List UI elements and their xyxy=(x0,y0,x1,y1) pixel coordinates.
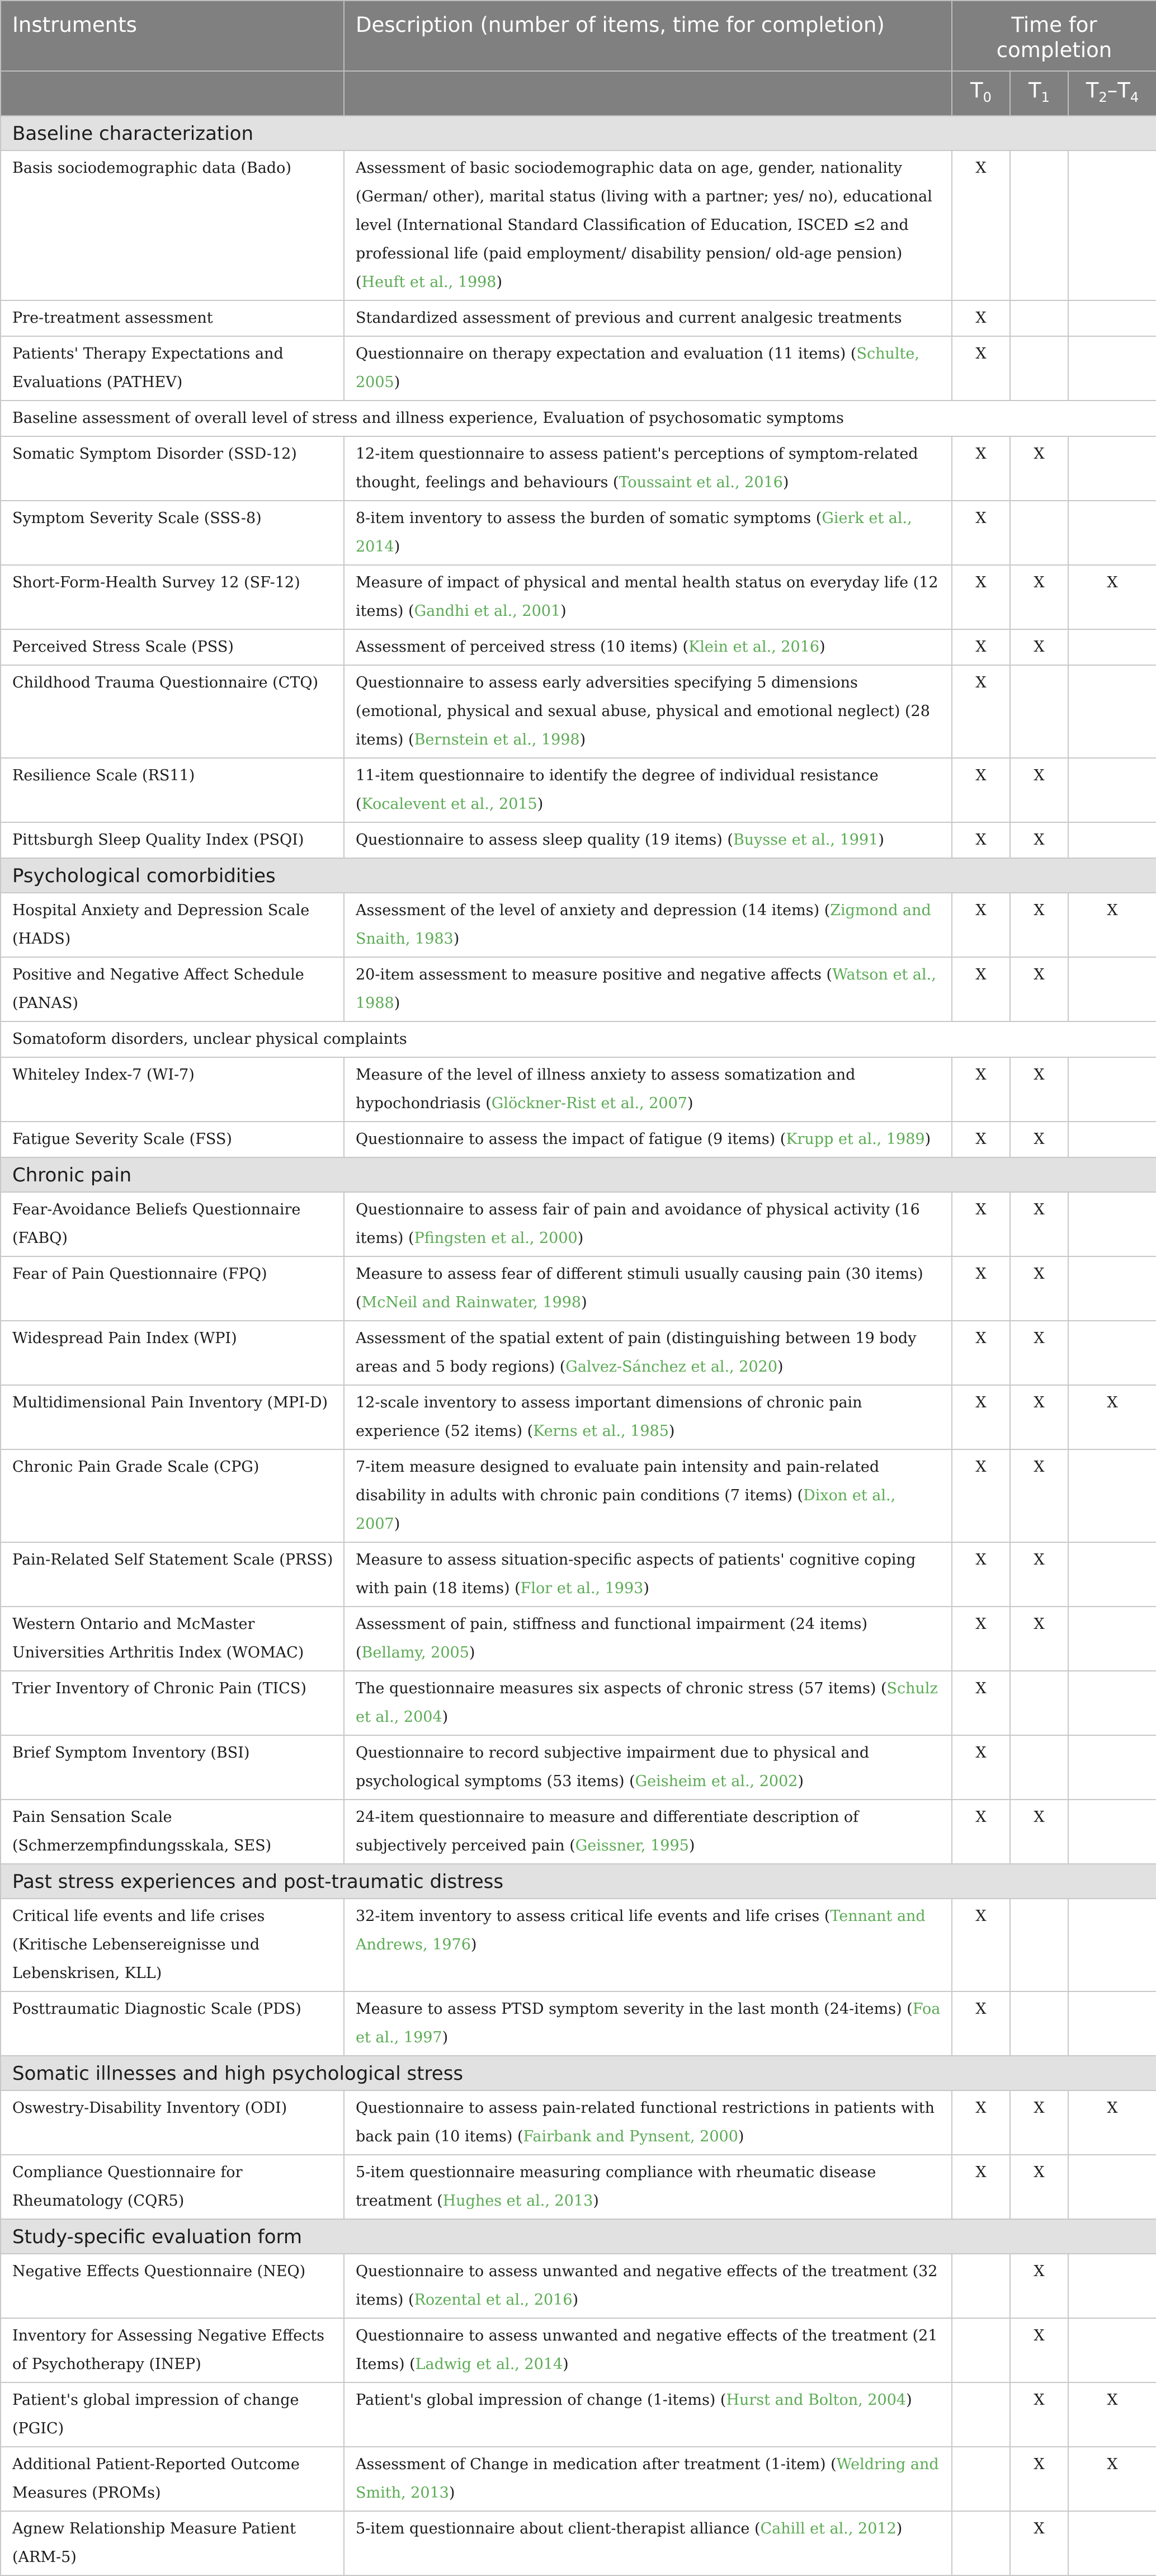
citation-link: Rozental et al., 2016 xyxy=(414,2291,573,2309)
citation-link: Geissner, 1995 xyxy=(575,1837,689,1854)
mark-t0: X xyxy=(952,1385,1010,1449)
mark-t2-t4 xyxy=(1068,436,1156,501)
table-row xyxy=(1,822,1156,858)
description-cell: 32-item inventory to assess critical life events and life crises (Tennant and Andrews, 1976) xyxy=(344,1899,952,1991)
mark-t0: X xyxy=(952,336,1010,401)
mark-t1: X xyxy=(1010,2254,1068,2318)
section-heading: Psychological comorbidities xyxy=(1,858,1156,893)
header-t0-label: T xyxy=(970,78,983,102)
table-row xyxy=(1,2511,1156,2575)
mark-t1 xyxy=(1010,150,1068,300)
instrument-name: Patient's global impression of change (PGIC) xyxy=(1,2382,344,2447)
table-row xyxy=(1,565,1156,629)
description-cell: Assessment of Change in medication after treatment (1-item) (Weldring and Smith, 2013) xyxy=(344,2447,952,2511)
mark-t0: X xyxy=(952,2090,1010,2155)
mark-t1: X xyxy=(1010,436,1068,501)
description-cell: 5-item questionnaire measuring compliance with rheumatic disease treatment (Hughes et al., 2013) xyxy=(344,2155,952,2219)
mark-t0: X xyxy=(952,1542,1010,1607)
description-text: Assessment of perceived stress (10 items) xyxy=(356,638,678,656)
description-text: Assessment of pain, stiffness and functional impairment (24 items) xyxy=(356,1616,868,1633)
instrument-name: Trier Inventory of Chronic Pain (TICS) xyxy=(1,1671,344,1735)
description-text: Questionnaire to assess fair of pain and avoidance of physical activity (16 items) xyxy=(356,1201,920,1247)
table-row xyxy=(1,300,1156,336)
mark-t0: X xyxy=(952,2155,1010,2219)
mark-t0: X xyxy=(952,1122,1010,1157)
table-row xyxy=(1,501,1156,565)
mark-t2-t4 xyxy=(1068,665,1156,758)
mark-t1: X xyxy=(1010,2318,1068,2382)
description-cell: Assessment of the spatial extent of pain (distinguishing between 19 body areas and 5 body regions) (Galvez-Sánchez et al., 2020) xyxy=(344,1321,952,1385)
mark-t1: X xyxy=(1010,565,1068,629)
mark-t2-t4: X xyxy=(1068,1385,1156,1449)
mark-t1: X xyxy=(1010,1385,1068,1449)
mark-t0: X xyxy=(952,150,1010,300)
mark-t0 xyxy=(952,2511,1010,2575)
mark-t2-t4: X xyxy=(1068,893,1156,957)
description-cell: Questionnaire to assess the impact of fatigue (9 items) (Krupp et al., 1989) xyxy=(344,1122,952,1157)
description-cell: 11-item questionnaire to identify the degree of individual resistance (Kocalevent et al., 2015) xyxy=(344,758,952,822)
table-row xyxy=(1,957,1156,1021)
mark-t0: X xyxy=(952,1321,1010,1385)
instrument-name: Pain-Related Self Statement Scale (PRSS) xyxy=(1,1542,344,1607)
description-text: Measure to assess situation-specific aspects of patients' cognitive coping with pain (18 items) xyxy=(356,1551,916,1597)
description-text: Questionnaire to assess the impact of fatigue (9 items) xyxy=(356,1131,776,1148)
mark-t2-t4 xyxy=(1068,2511,1156,2575)
description-cell: The questionnaire measures six aspects of chronic stress (57 items) (Schulz et al., 2004) xyxy=(344,1671,952,1735)
mark-t0 xyxy=(952,2254,1010,2318)
description-cell: 24-item questionnaire to measure and differentiate description of subjectively perceived pain (Geissner, 1995) xyxy=(344,1800,952,1864)
citation-link: Galvez-Sánchez et al., 2020 xyxy=(565,1358,778,1376)
table-row xyxy=(1,758,1156,822)
description-cell: Questionnaire to record subjective impairment due to physical and psychological symptoms (53 items) (Geisheim et al., 2002) xyxy=(344,1735,952,1800)
instrument-name: Hospital Anxiety and Depression Scale (HADS) xyxy=(1,893,344,957)
mark-t2-t4 xyxy=(1068,1192,1156,1256)
description-text: Assessment of the spatial extent of pain (distinguishing between 19 body areas and 5 body regions) xyxy=(356,1330,917,1376)
description-cell xyxy=(344,300,952,336)
table-row xyxy=(1,1256,1156,1321)
mark-t0: X xyxy=(952,629,1010,665)
instrument-name: Additional Patient-Reported Outcome Measures (PROMs) xyxy=(1,2447,344,2511)
instrument-name: Positive and Negative Affect Schedule (PANAS) xyxy=(1,957,344,1021)
section-heading: Baseline characterization xyxy=(1,116,1156,150)
instrument-name: Fear of Pain Questionnaire (FPQ) xyxy=(1,1256,344,1321)
instrument-name: Fear-Avoidance Beliefs Questionnaire (FABQ) xyxy=(1,1192,344,1256)
mark-t2-t4 xyxy=(1068,822,1156,858)
description-cell: Questionnaire on therapy expectation and evaluation (11 items) (Schulte, 2005) xyxy=(344,336,952,401)
description-cell: Measure to assess PTSD symptom severity in the last month (24-items) (Foa et al., 1997) xyxy=(344,1991,952,2056)
table-row xyxy=(1,1449,1156,1542)
instrument-name: Basis sociodemographic data (Bado) xyxy=(1,150,344,300)
description-cell: Questionnaire to assess fair of pain and avoidance of physical activity (16 items) (Pfingsten et al., 2000) xyxy=(344,1192,952,1256)
mark-t1: X xyxy=(1010,1321,1068,1385)
description-text: Questionnaire to record subjective impairment due to physical and psychological symptoms (53 items) xyxy=(356,1744,870,1790)
description-cell: Measure of the level of illness anxiety to assess somatization and hypochondriasis (Glöckner-Rist et al., 2007) xyxy=(344,1057,952,1122)
description-text: 7-item measure designed to evaluate pain intensity and pain-related disability in adults with chronic pain conditions (7 items) xyxy=(356,1458,880,1504)
description-cell: Measure to assess fear of different stimuli usually causing pain (30 items) (McNeil and Rainwater, 1998) xyxy=(344,1256,952,1321)
mark-t1 xyxy=(1010,501,1068,565)
mark-t1: X xyxy=(1010,758,1068,822)
mark-t2-t4 xyxy=(1068,1671,1156,1735)
mark-t2-t4 xyxy=(1068,1449,1156,1542)
description-cell: Patient's global impression of change (1-items) (Hurst and Bolton, 2004) xyxy=(344,2382,952,2447)
mark-t2-t4 xyxy=(1068,336,1156,401)
description-cell: Measure to assess situation-specific aspects of patients' cognitive coping with pain (18 items) (Flor et al., 1993) xyxy=(344,1542,952,1607)
header-t4-subscript: 4 xyxy=(1130,90,1139,105)
instrument-name: Compliance Questionnaire for Rheumatology (CQR5) xyxy=(1,2155,344,2219)
instrument-name: Posttraumatic Diagnostic Scale (PDS) xyxy=(1,1991,344,2056)
subsection-note-row xyxy=(1,401,1156,436)
mark-t0: X xyxy=(952,665,1010,758)
description-text: Questionnaire on therapy expectation and evaluation (11 items) xyxy=(356,345,846,362)
mark-t1: X xyxy=(1010,2090,1068,2155)
instrument-name: Widespread Pain Index (WPI) xyxy=(1,1321,344,1385)
citation-link: Klein et al., 2016 xyxy=(688,638,820,656)
table-row xyxy=(1,1899,1156,1991)
mark-t0: X xyxy=(952,501,1010,565)
instrument-name: Multidimensional Pain Inventory (MPI-D) xyxy=(1,1385,344,1449)
mark-t1: X xyxy=(1010,1122,1068,1157)
citation-link: Schulz et al., 2004 xyxy=(356,1680,938,1726)
header-blank-instruments xyxy=(1,71,344,116)
citation-link: Bernstein et al., 1998 xyxy=(414,731,580,748)
mark-t2-t4 xyxy=(1068,1991,1156,2056)
mark-t2-t4 xyxy=(1068,1542,1156,1607)
citation-link: Tennant and Andrews, 1976 xyxy=(356,1908,926,1953)
description-text: 8-item inventory to assess the burden of somatic symptoms xyxy=(356,510,811,527)
table-row xyxy=(1,1122,1156,1157)
mark-t0: X xyxy=(952,957,1010,1021)
description-text: 12-scale inventory to assess important dimensions of chronic pain experience (52 items) xyxy=(356,1394,862,1440)
description-text: Measure to assess PTSD symptom severity in the last month (24-items) xyxy=(356,2000,902,2018)
mark-t0: X xyxy=(952,1671,1010,1735)
description-cell: 20-item assessment to measure positive and negative affects (Watson et al., 1988) xyxy=(344,957,952,1021)
mark-t2-t4 xyxy=(1068,1607,1156,1671)
mark-t1: X xyxy=(1010,2382,1068,2447)
citation-link: Weldring and Smith, 2013 xyxy=(356,2456,939,2502)
citation-link: Glöckner-Rist et al., 2007 xyxy=(491,1095,687,1112)
description-cell: 7-item measure designed to evaluate pain intensity and pain-related disability in adults with chronic pain conditions (7 items) (Dixon et al., 2007) xyxy=(344,1449,952,1542)
description-text: Assessment of Change in medication after treatment (1-item) xyxy=(356,2456,826,2473)
table-row xyxy=(1,2254,1156,2318)
description-text: Assessment of basic sociodemographic data on age, gender, nationality (German/ other), marital status (living with a partner; yes/ no), educational level (International Standard Classification of Education, ISCED ≤2 and professional life (paid employment/ disability pension/ old-age pension) xyxy=(356,159,932,262)
mark-t0: X xyxy=(952,436,1010,501)
citation-link: Kocalevent et al., 2015 xyxy=(361,795,537,813)
description-text: Measure of the level of illness anxiety to assess somatization and hypochondriasis xyxy=(356,1066,856,1112)
mark-t0 xyxy=(952,2447,1010,2511)
header-t1-subscript: 1 xyxy=(1041,90,1050,105)
table-row xyxy=(1,2318,1156,2382)
citation-link: Toussaint et al., 2016 xyxy=(619,474,783,491)
mark-t2-t4 xyxy=(1068,2155,1156,2219)
mark-t1 xyxy=(1010,665,1068,758)
description-cell: Questionnaire to assess unwanted and negative effects of the treatment (21 Items) (Ladwig et al., 2014) xyxy=(344,2318,952,2382)
table-row xyxy=(1,1735,1156,1800)
section-row xyxy=(1,2056,1156,2090)
citation-link: Krupp et al., 1989 xyxy=(786,1131,925,1148)
header-t2-t4 xyxy=(1068,71,1156,116)
instrument-name: Short-Form-Health Survey 12 (SF-12) xyxy=(1,565,344,629)
mark-t0: X xyxy=(952,1735,1010,1800)
description-cell: 5-item questionnaire about client-therapist alliance (Cahill et al., 2012) xyxy=(344,2511,952,2575)
citation-link: Heuft et al., 1998 xyxy=(361,274,497,291)
instrument-name: Fatigue Severity Scale (FSS) xyxy=(1,1122,344,1157)
mark-t2-t4: X xyxy=(1068,2382,1156,2447)
table-row xyxy=(1,629,1156,665)
header-t2-label: T xyxy=(1086,78,1099,102)
description-cell: Assessment of basic sociodemographic data on age, gender, nationality (German/ other), marital status (living with a partner; yes/ no), educational level (International Standard Classification of Education, ISCED ≤2 and professional life (paid employment/ disability pension/ old-age pension) (Heuft et al., 1998) xyxy=(344,150,952,300)
mark-t2-t4: X xyxy=(1068,2090,1156,2155)
table-row xyxy=(1,2155,1156,2219)
description-cell: Measure of impact of physical and mental health status on everyday life (12 items) (Gandhi et al., 2001) xyxy=(344,565,952,629)
mark-t1: X xyxy=(1010,957,1068,1021)
mark-t2-t4: X xyxy=(1068,565,1156,629)
citation-link: Dixon et al., 2007 xyxy=(356,1487,896,1533)
description-text: 32-item inventory to assess critical life events and life crises xyxy=(356,1908,820,1925)
description-cell: Questionnaire to assess early adversities specifying 5 dimensions (emotional, physical and sexual abuse, physical and emotional neglect) (28 items) (Bernstein et al., 1998) xyxy=(344,665,952,758)
citation-link: Zigmond and Snaith, 1983 xyxy=(356,902,931,948)
citation-link: Flor et al., 1993 xyxy=(520,1580,644,1597)
description-cell: 12-item questionnaire to assess patient's perceptions of symptom-related thought, feelings and behaviours (Toussaint et al., 2016) xyxy=(344,436,952,501)
mark-t2-t4 xyxy=(1068,1122,1156,1157)
table-row xyxy=(1,150,1156,300)
description-text: Assessment of the level of anxiety and depression (14 items) xyxy=(356,902,820,919)
mark-t2-t4 xyxy=(1068,1735,1156,1800)
table-body xyxy=(1,116,1156,2575)
citation-link: Fairbank and Pynsent, 2000 xyxy=(523,2128,738,2145)
instrument-name: Symptom Severity Scale (SSS-8) xyxy=(1,501,344,565)
description-text: 12-item questionnaire to assess patient's perceptions of symptom-related thought, feelings and behaviours xyxy=(356,445,918,491)
mark-t0: X xyxy=(952,1991,1010,2056)
table-row xyxy=(1,1991,1156,2056)
instrument-name: Pain Sensation Scale (Schmerzempfindungsskala, SES) xyxy=(1,1800,344,1864)
description-text: Standardized assessment of previous and current analgesic treatments xyxy=(356,309,902,327)
mark-t0: X xyxy=(952,1256,1010,1321)
description-text: Questionnaire to assess unwanted and negative effects of the treatment (32 items) xyxy=(356,2263,938,2309)
mark-t2-t4 xyxy=(1068,150,1156,300)
citation-link: Buysse et al., 1991 xyxy=(733,831,879,849)
instrument-name: Oswestry-Disability Inventory (ODI) xyxy=(1,2090,344,2155)
table-header xyxy=(1,1,1156,116)
mark-t2-t4 xyxy=(1068,2254,1156,2318)
description-text: 24-item questionnaire to measure and differentiate description of subjectively perceived pain xyxy=(356,1809,859,1854)
citation-link: Pfingsten et al., 2000 xyxy=(414,1230,578,1247)
mark-t1: X xyxy=(1010,1607,1068,1671)
table-row xyxy=(1,2382,1156,2447)
header-t1 xyxy=(1010,71,1068,116)
mark-t0: X xyxy=(952,893,1010,957)
description-text: 5-item questionnaire measuring compliance with rheumatic disease treatment xyxy=(356,2164,876,2210)
header-instruments: Instruments xyxy=(1,1,344,71)
mark-t0 xyxy=(952,2318,1010,2382)
description-cell: Questionnaire to assess unwanted and negative effects of the treatment (32 items) (Rozental et al., 2016) xyxy=(344,2254,952,2318)
header-description: Description (number of items, time for completion) xyxy=(344,1,952,71)
instrument-name: Whiteley Index-7 (WI-7) xyxy=(1,1057,344,1122)
instrument-name: Agnew Relationship Measure Patient (ARM-5) xyxy=(1,2511,344,2575)
table-row xyxy=(1,1800,1156,1864)
description-text: Patient's global impression of change (1-items) xyxy=(356,2391,716,2409)
instrument-name: Pre-treatment assessment xyxy=(1,300,344,336)
header-blank-description xyxy=(344,71,952,116)
table-row xyxy=(1,1192,1156,1256)
table-row xyxy=(1,1385,1156,1449)
instrument-name: Negative Effects Questionnaire (NEQ) xyxy=(1,2254,344,2318)
description-text: Questionnaire to assess unwanted and negative effects of the treatment (21 Items) xyxy=(356,2327,938,2373)
mark-t1: X xyxy=(1010,1192,1068,1256)
header-t2-subscript: 2 xyxy=(1098,90,1107,105)
mark-t1: X xyxy=(1010,2447,1068,2511)
mark-t2-t4 xyxy=(1068,2318,1156,2382)
citation-link: Hughes et al., 2013 xyxy=(442,2192,593,2210)
mark-t2-t4 xyxy=(1068,1256,1156,1321)
mark-t1: X xyxy=(1010,822,1068,858)
mark-t1 xyxy=(1010,1899,1068,1991)
section-heading: Somatic illnesses and high psychological stress xyxy=(1,2056,1156,2090)
header-t2-dash: –T xyxy=(1107,78,1130,102)
subsection-note: Baseline assessment of overall level of stress and illness experience, Evaluation of psychosomatic symptoms xyxy=(1,401,1156,436)
subsection-note-row xyxy=(1,1021,1156,1057)
mark-t1: X xyxy=(1010,2511,1068,2575)
section-row xyxy=(1,116,1156,150)
citation-link: Watson et al., 1988 xyxy=(356,966,936,1012)
mark-t1: X xyxy=(1010,1256,1068,1321)
section-row xyxy=(1,1864,1156,1899)
mark-t1: X xyxy=(1010,2155,1068,2219)
table-row xyxy=(1,1321,1156,1385)
mark-t0: X xyxy=(952,1800,1010,1864)
citation-link: Foa et al., 1997 xyxy=(356,2000,941,2046)
description-text: Questionnaire to assess early adversities specifying 5 dimensions (emotional, physical and sexual abuse, physical and emotional neglect) (28 items) xyxy=(356,674,930,748)
mark-t1 xyxy=(1010,1671,1068,1735)
description-text: Measure to assess fear of different stimuli usually causing pain (30 items) xyxy=(356,1265,923,1283)
mark-t2-t4 xyxy=(1068,300,1156,336)
instrument-name: Inventory for Assessing Negative Effects of Psychotherapy (INEP) xyxy=(1,2318,344,2382)
table-row xyxy=(1,2090,1156,2155)
header-t0 xyxy=(952,71,1010,116)
instrument-name: Patients' Therapy Expectations and Evaluations (PATHEV) xyxy=(1,336,344,401)
table-row xyxy=(1,1607,1156,1671)
mark-t1 xyxy=(1010,336,1068,401)
section-heading: Chronic pain xyxy=(1,1157,1156,1192)
mark-t1: X xyxy=(1010,893,1068,957)
table-row xyxy=(1,336,1156,401)
instrument-name: Perceived Stress Scale (PSS) xyxy=(1,629,344,665)
instrument-name: Pittsburgh Sleep Quality Index (PSQI) xyxy=(1,822,344,858)
instrument-name: Western Ontario and McMaster Universities Arthritis Index (WOMAC) xyxy=(1,1607,344,1671)
mark-t2-t4 xyxy=(1068,1800,1156,1864)
mark-t2-t4 xyxy=(1068,1057,1156,1122)
instrument-name: Somatic Symptom Disorder (SSD-12) xyxy=(1,436,344,501)
section-heading: Study-specific evaluation form xyxy=(1,2219,1156,2254)
citation-link: McNeil and Rainwater, 1998 xyxy=(361,1294,582,1311)
mark-t0: X xyxy=(952,1192,1010,1256)
description-cell: Assessment of the level of anxiety and depression (14 items) (Zigmond and Snaith, 1983) xyxy=(344,893,952,957)
mark-t2-t4 xyxy=(1068,501,1156,565)
header-time-for-completion: Time for completion xyxy=(952,1,1156,71)
description-cell: 8-item inventory to assess the burden of somatic symptoms (Gierk et al., 2014) xyxy=(344,501,952,565)
mark-t2-t4 xyxy=(1068,1899,1156,1991)
mark-t0: X xyxy=(952,565,1010,629)
mark-t0: X xyxy=(952,1899,1010,1991)
description-text: Questionnaire to assess sleep quality (19 items) xyxy=(356,831,723,849)
mark-t0 xyxy=(952,2382,1010,2447)
header-t1-label: T xyxy=(1028,78,1041,102)
mark-t1: X xyxy=(1010,1542,1068,1607)
header-t0-subscript: 0 xyxy=(983,90,992,105)
citation-link: Bellamy, 2005 xyxy=(361,1644,469,1661)
description-text: Measure of impact of physical and mental health status on everyday life (12 items) xyxy=(356,574,938,620)
mark-t2-t4 xyxy=(1068,758,1156,822)
mark-t0: X xyxy=(952,1057,1010,1122)
citation-link: Ladwig et al., 2014 xyxy=(415,2356,563,2373)
mark-t1: X xyxy=(1010,629,1068,665)
mark-t1 xyxy=(1010,1735,1068,1800)
description-text: 11-item questionnaire to identify the degree of individual resistance xyxy=(356,767,879,784)
mark-t1 xyxy=(1010,1991,1068,2056)
mark-t1 xyxy=(1010,300,1068,336)
citation-link: Kerns et al., 1985 xyxy=(533,1423,669,1440)
mark-t2-t4 xyxy=(1068,1321,1156,1385)
citation-link: Gandhi et al., 2001 xyxy=(414,602,561,620)
description-cell: Assessment of perceived stress (10 items) (Klein et al., 2016) xyxy=(344,629,952,665)
mark-t1: X xyxy=(1010,1057,1068,1122)
mark-t0: X xyxy=(952,1607,1010,1671)
citation-link: Schulte, 2005 xyxy=(356,345,919,391)
mark-t2-t4 xyxy=(1068,957,1156,1021)
mark-t2-t4 xyxy=(1068,629,1156,665)
table-row xyxy=(1,1671,1156,1735)
description-cell: Questionnaire to assess pain-related functional restrictions in patients with back pain (10 items) (Fairbank and Pynsent, 2000) xyxy=(344,2090,952,2155)
mark-t1: X xyxy=(1010,1449,1068,1542)
table-row xyxy=(1,1542,1156,1607)
description-cell: Assessment of pain, stiffness and functional impairment (24 items) (Bellamy, 2005) xyxy=(344,1607,952,1671)
instrument-name: Chronic Pain Grade Scale (CPG) xyxy=(1,1449,344,1542)
instrument-name: Critical life events and life crises (Kritische Lebensereignisse und Lebenskrisen, KLL) xyxy=(1,1899,344,1991)
table-row xyxy=(1,436,1156,501)
description-text: The questionnaire measures six aspects of chronic stress (57 items) xyxy=(356,1680,876,1697)
table-row xyxy=(1,665,1156,758)
mark-t0: X xyxy=(952,300,1010,336)
subsection-note: Somatoform disorders, unclear physical complaints xyxy=(1,1021,1156,1057)
section-heading: Past stress experiences and post-traumatic distress xyxy=(1,1864,1156,1899)
citation-link: Cahill et al., 2012 xyxy=(760,2520,897,2537)
description-text: 20-item assessment to measure positive and negative affects xyxy=(356,966,822,983)
instrument-name: Resilience Scale (RS11) xyxy=(1,758,344,822)
section-row xyxy=(1,1157,1156,1192)
description-cell: 12-scale inventory to assess important dimensions of chronic pain experience (52 items) (Kerns et al., 1985) xyxy=(344,1385,952,1449)
description-text: 5-item questionnaire about client-therapist alliance xyxy=(356,2520,750,2537)
citation-link: Gierk et al., 2014 xyxy=(356,510,912,555)
description-cell: Questionnaire to assess sleep quality (19 items) (Buysse et al., 1991) xyxy=(344,822,952,858)
instrument-name: Brief Symptom Inventory (BSI) xyxy=(1,1735,344,1800)
mark-t1: X xyxy=(1010,1800,1068,1864)
mark-t0: X xyxy=(952,1449,1010,1542)
table-row xyxy=(1,2447,1156,2511)
description-text: Questionnaire to assess pain-related functional restrictions in patients with back pain (10 items) xyxy=(356,2099,935,2145)
table-row xyxy=(1,1057,1156,1122)
instrument-name: Childhood Trauma Questionnaire (CTQ) xyxy=(1,665,344,758)
mark-t0: X xyxy=(952,822,1010,858)
citation-link: Geisheim et al., 2002 xyxy=(635,1773,798,1790)
mark-t0: X xyxy=(952,758,1010,822)
section-row xyxy=(1,858,1156,893)
table-row xyxy=(1,893,1156,957)
citation-link: Hurst and Bolton, 2004 xyxy=(726,2391,907,2409)
section-row xyxy=(1,2219,1156,2254)
mark-t2-t4: X xyxy=(1068,2447,1156,2511)
